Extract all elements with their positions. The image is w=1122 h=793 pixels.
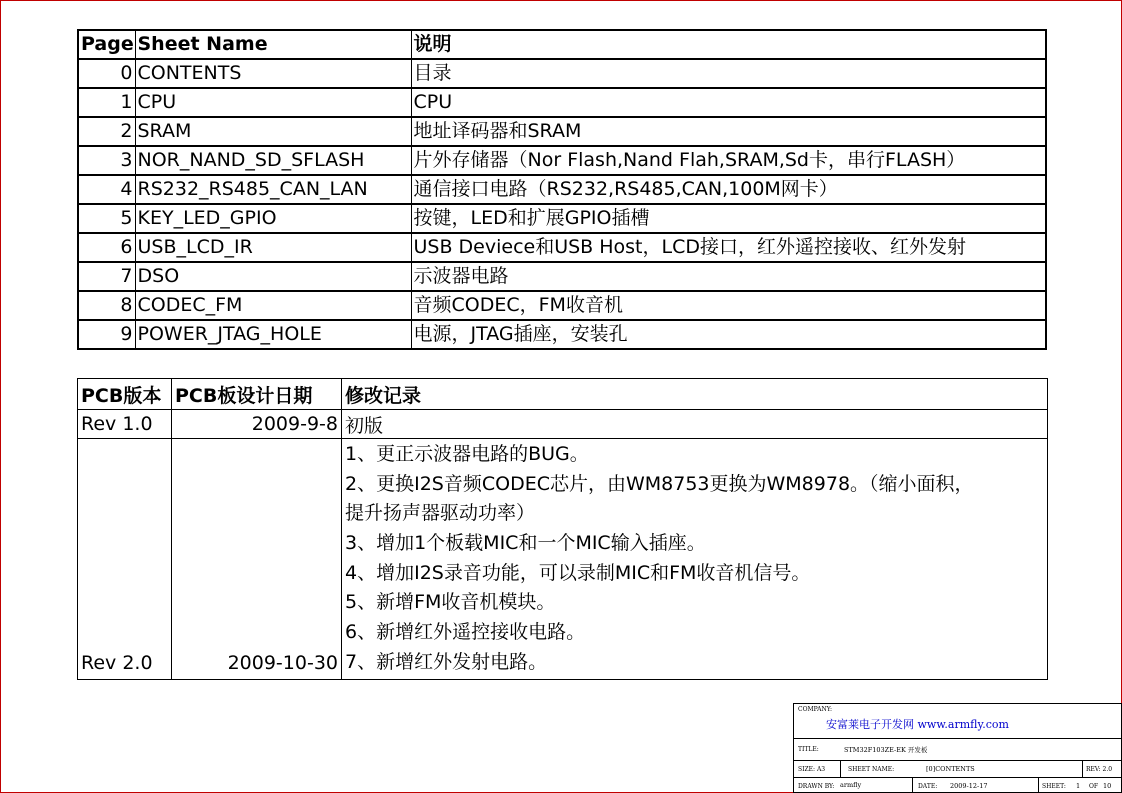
sheet-description: 通信接口电路（RS232,RS485,CAN,100M网卡） [411, 175, 1046, 204]
change-line: 6、新增红外遥控接收电路。 [345, 621, 586, 644]
sheet-name-label: SHEET NAME: [848, 766, 895, 773]
company-label: COMPANY: [798, 706, 832, 713]
page-number: 2 [78, 117, 135, 146]
pcb-date: 2009-10-30 [172, 439, 342, 680]
sheet-name: KEY_LED_GPIO [135, 204, 411, 233]
change-line: 1、更正示波器电路的BUG。 [345, 443, 589, 465]
sheet-name: RS232_RS485_CAN_LAN [135, 175, 411, 204]
table-row [78, 410, 1048, 439]
table-row [78, 439, 1048, 680]
drawn-by-row [794, 777, 1121, 793]
of-label: OF [1089, 783, 1099, 790]
drawn-by-value: armfly [840, 781, 862, 789]
pcb-version: Rev 2.0 [78, 439, 172, 680]
page-number: 6 [78, 233, 135, 262]
table-row [78, 262, 1046, 291]
board-title: STM32F103ZE-EK 开发板 [844, 746, 928, 754]
sheet-name: CONTENTS [135, 59, 411, 88]
header-change-log: 修改记录 [342, 379, 1048, 410]
pcb-date: 2009-9-8 [172, 410, 342, 439]
page-number: 4 [78, 175, 135, 204]
page-number: 9 [78, 320, 135, 349]
table-row [78, 88, 1046, 117]
drawn-by-label: DRAWN BY: [798, 783, 835, 790]
table-row [78, 175, 1046, 204]
table-row [78, 233, 1046, 262]
change-line: 7、新增红外发射电路。 [345, 650, 548, 673]
sheet-name: NOR_NAND_SD_SFLASH [135, 146, 411, 175]
sheet-description: 音频CODEC，FM收音机 [411, 291, 1046, 320]
change-line: 提升扬声器驱动功率） [345, 502, 536, 525]
page-number: 3 [78, 146, 135, 175]
change-line: 5、新增FM收音机模块。 [345, 591, 556, 614]
sheet-description: 地址译码器和SRAM [411, 117, 1046, 146]
change-line: 3、增加1个板载MIC和一个MIC输入插座。 [345, 532, 706, 555]
size-label: SIZE: A3 [798, 766, 826, 773]
change-log [342, 439, 1048, 680]
contents-header-row [78, 30, 1046, 59]
revision-header-row [78, 379, 1048, 410]
contents-table [77, 29, 1047, 350]
table-row [78, 291, 1046, 320]
sheet-name: DSO [135, 262, 411, 291]
sheet-description: 按键，LED和扩展GPIO插槽 [411, 204, 1046, 233]
page-number: 7 [78, 262, 135, 291]
sheet-description: 目录 [411, 59, 1046, 88]
sheet-label: SHEET: [1042, 783, 1066, 790]
title-block [793, 703, 1122, 793]
change-line: 2、更换I2S音频CODEC芯片，由WM8753更换为WM8978。（缩小面积， [345, 472, 974, 495]
header-sheet-name: Sheet Name [135, 30, 411, 59]
date-label: DATE: [918, 783, 938, 790]
title-label: TITLE: [798, 746, 819, 753]
sheet-name-value: [0]CONTENTS [926, 765, 975, 773]
page-number: 8 [78, 291, 135, 320]
sheet-total: 10 [1103, 782, 1112, 790]
sheet-name: USB_LCD_IR [135, 233, 411, 262]
page-number: 0 [78, 59, 135, 88]
table-row [78, 146, 1046, 175]
revision-table [77, 378, 1048, 680]
change-line: 4、增加I2S录音功能，可以录制MIC和FM收音机信号。 [345, 561, 811, 584]
title-row [794, 738, 1121, 759]
table-row [78, 204, 1046, 233]
table-row [78, 117, 1046, 146]
sheet-description: 片外存储器（Nor Flash,Nand Flah,SRAM,Sd卡，串行FLASH） [411, 146, 1046, 175]
header-pcb-version: PCB版本 [78, 379, 172, 410]
sheet-name: SRAM [135, 117, 411, 146]
header-description: 说明 [411, 30, 1046, 59]
sheet-description: CPU [411, 88, 1046, 117]
sheet-description: 示波器电路 [411, 262, 1046, 291]
table-row [78, 59, 1046, 88]
change-line: 初版 [345, 414, 384, 437]
date-value: 2009-12-17 [950, 782, 988, 790]
rev-label: REV: 2.0 [1086, 766, 1113, 773]
table-row [78, 320, 1046, 349]
sheet-number: 1 [1076, 782, 1081, 790]
company-name: 安富莱电子开发网 www.armfly.com [826, 718, 1009, 731]
page-number: 5 [78, 204, 135, 233]
sheet-name: CPU [135, 88, 411, 117]
header-pcb-date: PCB板设计日期 [172, 379, 342, 410]
header-page: Page [78, 30, 135, 59]
change-log [342, 410, 1048, 439]
sheet-description: 电源，JTAG插座，安装孔 [411, 320, 1046, 349]
sheet-name: CODEC_FM [135, 291, 411, 320]
pcb-version: Rev 1.0 [78, 410, 172, 439]
sheet-name-row [794, 760, 1121, 777]
sheet-name: POWER_JTAG_HOLE [135, 320, 411, 349]
page-number: 1 [78, 88, 135, 117]
sheet-description: USB Deviece和USB Host，LCD接口，红外遥控接收、红外发射 [411, 233, 1046, 262]
